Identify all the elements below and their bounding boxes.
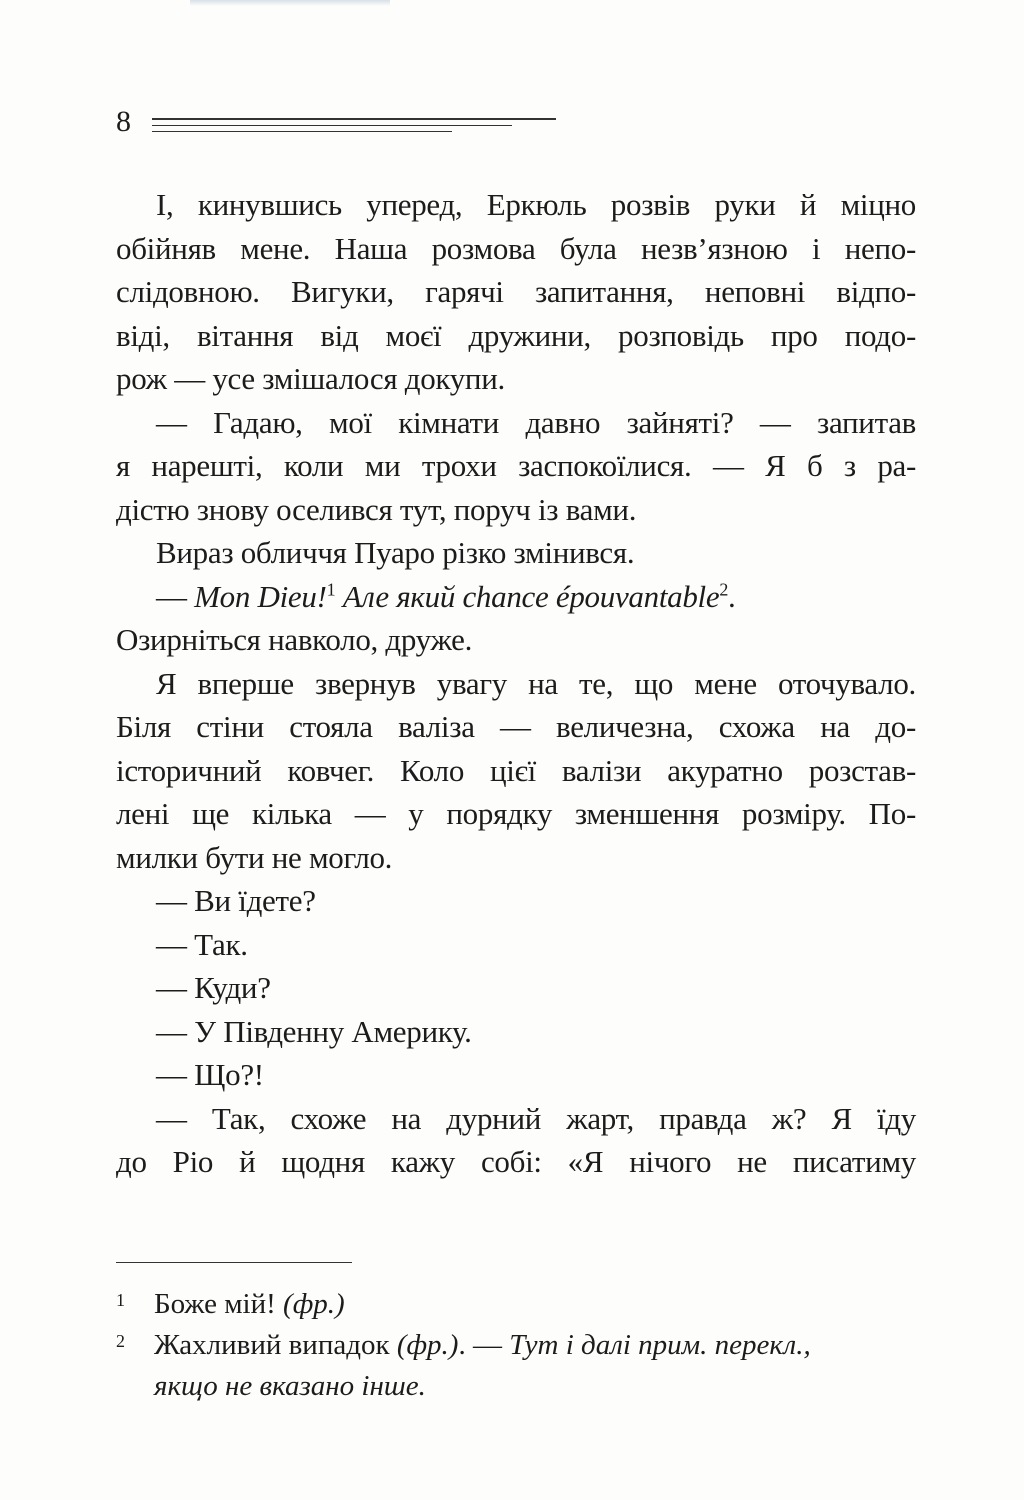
footnote-line	[154, 1325, 916, 1366]
text-line: — Так, схоже на дурний жарт, правда ж? Я їду	[156, 1100, 916, 1136]
text-line: обійняв мене. Наша розмова була незв’язною і непо-	[116, 230, 916, 266]
text-line: — У Південну Америку.	[156, 1013, 472, 1049]
text-line: — Так.	[156, 926, 248, 962]
italic-exclamation: Mon Dieu!	[194, 578, 327, 614]
text-line: рож — усе змішалося докупи.	[116, 361, 505, 396]
footnote-mark: 2	[116, 1331, 125, 1351]
footnote-line: якщо не вказано інше.	[154, 1370, 426, 1402]
text-line: дістю знову оселився тут, поруч із вами.	[116, 491, 637, 527]
text-line: І, кинувшись уперед, Еркюль розвів руки й міцно	[156, 187, 916, 222]
footnote-mark: 1	[116, 1290, 125, 1310]
running-header	[116, 104, 556, 144]
footnote-1	[116, 1284, 916, 1325]
period: .	[728, 578, 736, 614]
dash: —	[156, 578, 195, 614]
footnote-lang: (фр.)	[396, 1329, 459, 1361]
footnote-ref-1: 1	[326, 579, 336, 600]
text-line: — Ви їдете?	[156, 883, 316, 918]
text-line: слідовною. Вигуки, гарячі запитання, неповні відпо-	[116, 274, 916, 309]
text-line: — Що?!	[156, 1057, 264, 1092]
header-rule	[152, 131, 452, 132]
text-line: Озирніться навколо, друже.	[116, 622, 473, 657]
text-line: — Куди?	[156, 970, 271, 1005]
italic-phrase: Але який chance épouvantable	[335, 578, 720, 614]
text-line: Біля стіни стояла валіза — величезна, схожа на до-	[116, 709, 916, 744]
text-line: Я вперше звернув увагу на те, що мене оточувало.	[156, 665, 916, 701]
text-line: — Гадаю, мої кімнати давно зайняті? — запитав	[156, 404, 916, 440]
page-number: 8	[116, 105, 131, 138]
footnote-text: . —	[458, 1329, 510, 1361]
footnote-ref-2: 2	[719, 579, 729, 600]
text-line: Вираз обличчя Пуаро різко змінився.	[156, 535, 635, 570]
footnote-text: Боже мій!	[154, 1288, 284, 1320]
footnote-line	[154, 1284, 916, 1325]
body-text	[116, 183, 916, 1184]
footnote-lang: (фр.)	[283, 1288, 345, 1320]
footnote-2	[116, 1325, 916, 1407]
footnote-text: Жахливий випадок	[154, 1329, 397, 1361]
footnote-separator	[116, 1262, 352, 1263]
text-line: я нарешті, коли ми трохи заспокоїлися. — Я б з ра-	[116, 448, 916, 483]
header-rule	[152, 125, 512, 126]
text-line: до Ріо й щодня кажу собі: «Я нічого не писатиму	[116, 1144, 916, 1179]
footnotes	[116, 1284, 916, 1407]
text-line-mixed	[116, 575, 916, 619]
text-line: лені ще кілька — у порядку зменшення розміру. По-	[116, 796, 916, 831]
header-rule	[152, 118, 556, 120]
footnote-note: Тут і далі прим. перекл.,	[509, 1329, 811, 1361]
text-line: історичний ковчег. Коло цієї валізи акуратно розстав-	[116, 752, 916, 788]
text-line: милки бути не могло.	[116, 839, 393, 875]
scan-edge-mark	[190, 0, 390, 6]
text-line: віді, вітання від моєї дружини, розповідь про подо-	[116, 317, 916, 353]
